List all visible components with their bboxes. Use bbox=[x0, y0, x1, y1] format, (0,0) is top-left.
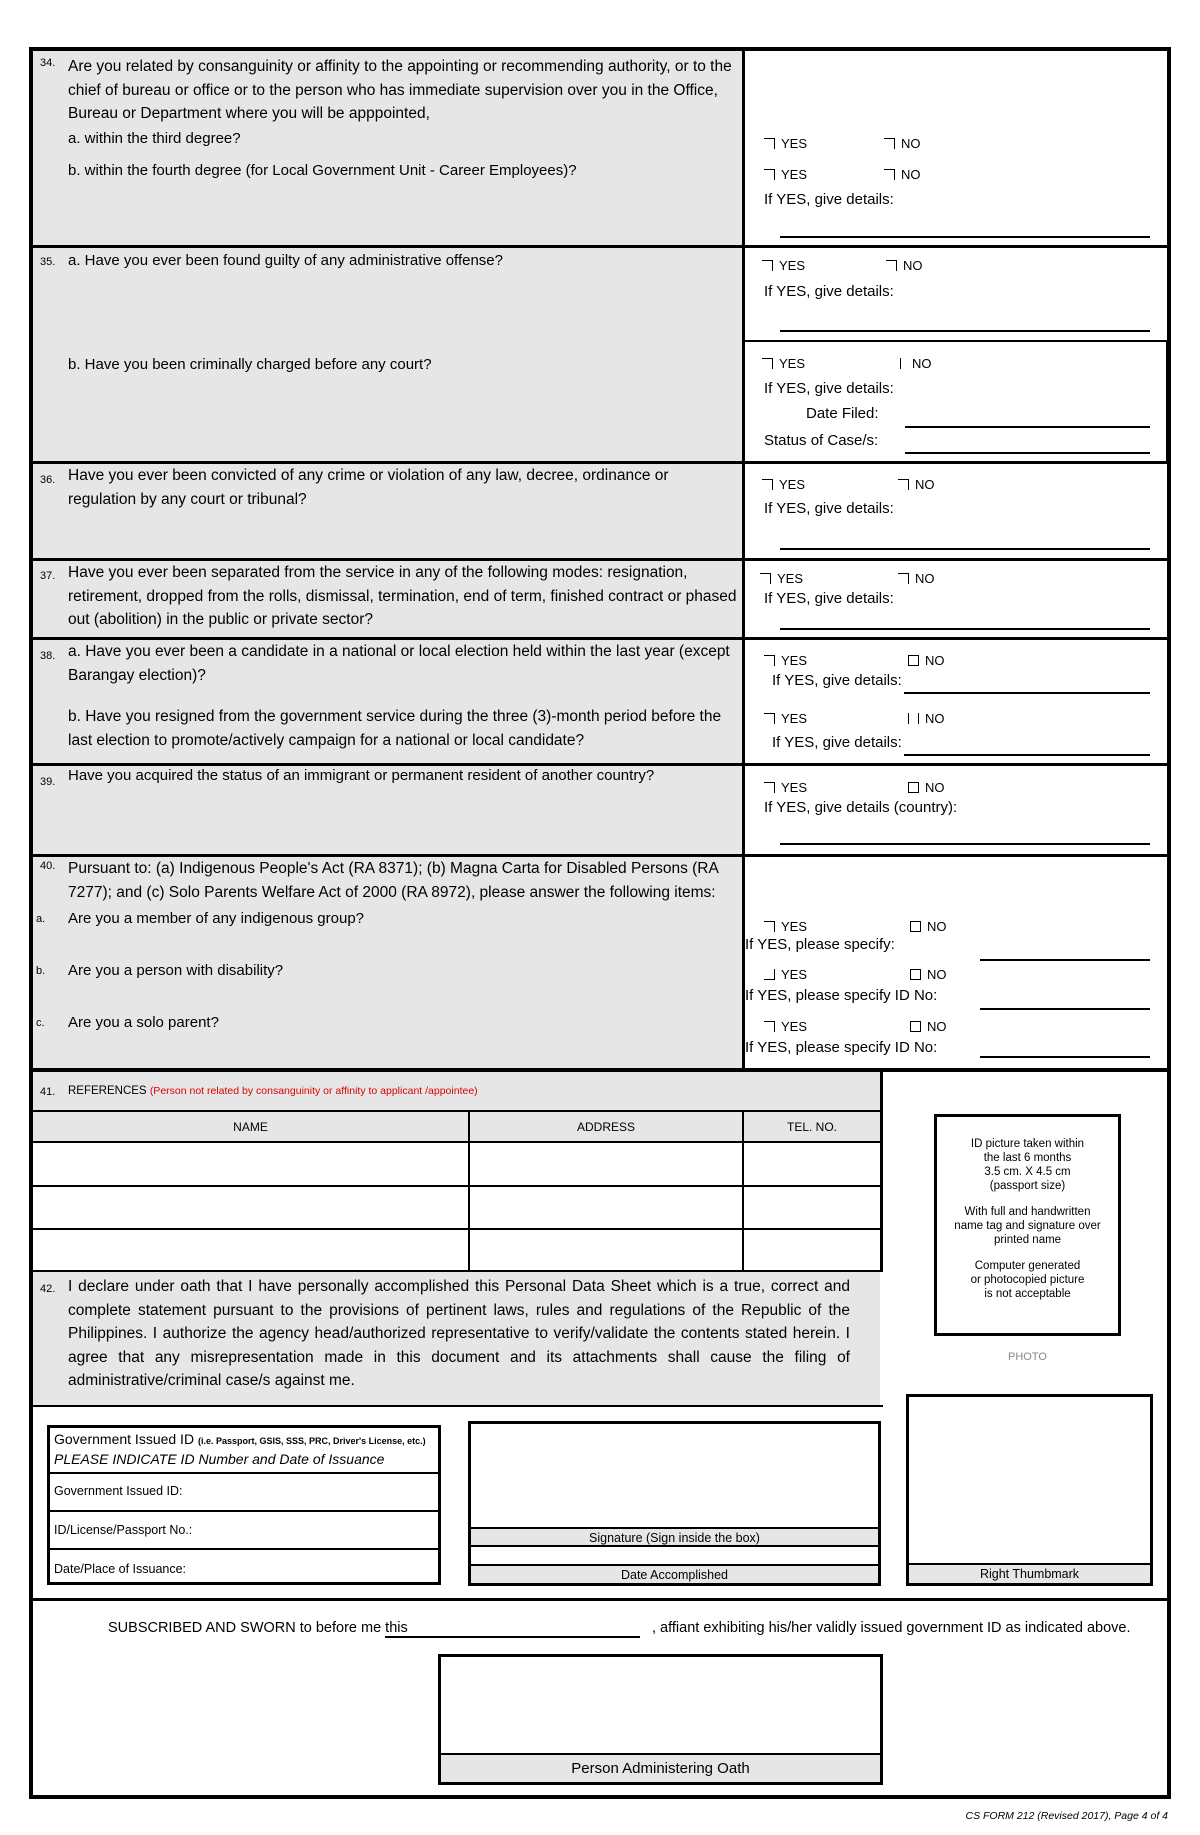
photo-instruction-9: or photocopied picture bbox=[970, 1274, 1085, 1286]
checkbox-icon bbox=[900, 358, 906, 369]
checkbox-icon bbox=[764, 655, 775, 666]
references-note: (Person not related by consanguinity or affinity to applicant /appointee) bbox=[149, 1085, 478, 1097]
q38-number: 38. bbox=[40, 650, 56, 662]
q40b-letter: b. bbox=[36, 965, 46, 977]
photo-instruction-1: ID picture taken within bbox=[970, 1138, 1085, 1150]
q39-number: 39. bbox=[40, 776, 56, 788]
checkbox-icon bbox=[910, 969, 921, 980]
q38b-no-option[interactable] bbox=[908, 711, 945, 726]
q39-yes-option[interactable] bbox=[764, 780, 807, 795]
q39-text: Have you acquired the status of an immigrant or permanent resident of another country? bbox=[68, 767, 655, 784]
q35a-yes-option[interactable] bbox=[762, 258, 805, 273]
case-status-field[interactable] bbox=[905, 452, 1150, 454]
checkbox-icon bbox=[762, 479, 773, 490]
checkbox-icon bbox=[886, 260, 897, 271]
yes-label: YES bbox=[781, 919, 808, 934]
q34b-no-option[interactable] bbox=[884, 167, 921, 182]
photo-instruction-4: (passport size) bbox=[989, 1180, 1066, 1192]
photo-instruction-5: With full and handwritten bbox=[964, 1206, 1091, 1218]
checkbox-icon bbox=[762, 260, 773, 271]
q34a-no-option[interactable] bbox=[884, 136, 921, 151]
reference-3-name[interactable] bbox=[34, 1230, 468, 1270]
q37-text: Have you ever been separated from the service in any of the following modes: resignation, retirement, dropped from the rolls, dismissal, termination, end of term, finished contract or phased out (abolition) in the public or private sector? bbox=[68, 564, 737, 628]
photo-instruction-8: Computer generated bbox=[974, 1260, 1081, 1272]
q35b-yes-option[interactable] bbox=[762, 356, 805, 371]
yes-label: YES bbox=[781, 653, 808, 668]
q34a-yes-option[interactable] bbox=[764, 136, 807, 151]
q36-no-option[interactable] bbox=[898, 477, 935, 492]
gov-id-title bbox=[54, 1431, 426, 1447]
no-label: NO bbox=[901, 167, 921, 182]
q39-details-label: If YES, give details (country): bbox=[764, 799, 958, 816]
date-filed-label: Date Filed: bbox=[806, 405, 879, 422]
no-label: NO bbox=[925, 653, 945, 668]
q40b-specify-label: If YES, please specify ID No: bbox=[745, 987, 938, 1004]
q35a-no-option[interactable] bbox=[886, 258, 923, 273]
q40c-no-option[interactable] bbox=[910, 1019, 947, 1034]
no-label: NO bbox=[903, 258, 923, 273]
gov-id-label: Government Issued ID: bbox=[54, 1484, 183, 1498]
reference-1-name[interactable] bbox=[34, 1143, 468, 1185]
yes-label: YES bbox=[781, 711, 808, 726]
gov-id-field[interactable] bbox=[210, 1474, 435, 1510]
checkbox-icon bbox=[908, 655, 919, 666]
reference-1-address[interactable] bbox=[470, 1143, 742, 1185]
q40b-specify-field[interactable] bbox=[980, 1008, 1150, 1010]
q38b-text: b. Have you resigned from the government service during the three (3)-month period before the last election to promote/actively campaign for a national or local candidate? bbox=[68, 708, 722, 749]
q36-text: Have you ever been convicted of any crime or violation of any law, decree, ordinance or regulation by any court or tribunal? bbox=[68, 467, 669, 508]
q35a-details-label: If YES, give details: bbox=[764, 283, 894, 300]
q34a-text: a. within the third degree? bbox=[68, 130, 241, 147]
yes-label: YES bbox=[781, 780, 808, 795]
yes-label: YES bbox=[779, 477, 806, 492]
id-number-label: ID/License/Passport No.: bbox=[54, 1523, 193, 1537]
date-accomplished-field[interactable] bbox=[471, 1548, 878, 1564]
q35a-details-field[interactable] bbox=[780, 330, 1150, 332]
q40a-yes-option[interactable] bbox=[764, 919, 807, 934]
q38a-details-label: If YES, give details: bbox=[772, 672, 902, 689]
checkbox-icon bbox=[764, 969, 775, 980]
no-label: NO bbox=[915, 571, 935, 586]
yes-label: YES bbox=[779, 356, 806, 371]
id-number-field[interactable] bbox=[210, 1512, 435, 1548]
gov-id-box bbox=[47, 1425, 441, 1585]
issuance-label: Date/Place of Issuance: bbox=[54, 1562, 187, 1576]
references-label: REFERENCES bbox=[68, 1085, 147, 1097]
oath-text-end: , affiant exhibiting his/her validly issued government ID as indicated above. bbox=[652, 1620, 1131, 1636]
column-name: NAME bbox=[233, 1120, 268, 1134]
q40-number: 40. bbox=[40, 860, 56, 872]
q38b-yes-option[interactable] bbox=[764, 711, 807, 726]
checkbox-icon bbox=[764, 169, 775, 180]
q40c-yes-option[interactable] bbox=[764, 1019, 807, 1034]
q36-details-label: If YES, give details: bbox=[764, 500, 894, 517]
yes-label: YES bbox=[781, 967, 808, 982]
q37-yes-option[interactable] bbox=[760, 571, 803, 586]
q36-number: 36. bbox=[40, 474, 56, 486]
no-label: NO bbox=[927, 919, 947, 934]
photo-instruction-3: 3.5 cm. X 4.5 cm bbox=[984, 1166, 1071, 1178]
checkbox-icon bbox=[910, 921, 921, 932]
case-status-label: Status of Case/s: bbox=[764, 432, 879, 449]
no-label: NO bbox=[927, 967, 947, 982]
person-administering-oath-label: Person Administering Oath bbox=[441, 1753, 880, 1782]
yes-label: YES bbox=[779, 258, 806, 273]
checkbox-icon bbox=[764, 921, 775, 932]
oath-date-field[interactable] bbox=[385, 1636, 640, 1638]
reference-2-name[interactable] bbox=[34, 1187, 468, 1228]
no-label: NO bbox=[925, 780, 945, 795]
q38b-details-label: If YES, give details: bbox=[772, 734, 902, 751]
reference-1-tel[interactable] bbox=[744, 1143, 880, 1185]
q40b-text: Are you a person with disability? bbox=[68, 962, 284, 979]
no-label: NO bbox=[927, 1019, 947, 1034]
no-label: NO bbox=[912, 356, 932, 371]
q40b-no-option[interactable] bbox=[910, 967, 947, 982]
q39-details-field[interactable] bbox=[780, 843, 1150, 845]
checkbox-icon bbox=[764, 713, 775, 724]
photo-box[interactable] bbox=[934, 1114, 1121, 1336]
photo-caption: PHOTO bbox=[1008, 1351, 1047, 1363]
issuance-field[interactable] bbox=[210, 1550, 435, 1584]
reference-3-tel[interactable] bbox=[744, 1230, 880, 1270]
q37-details-label: If YES, give details: bbox=[764, 590, 894, 607]
checkbox-icon bbox=[764, 782, 775, 793]
q41-number: 41. bbox=[40, 1086, 56, 1098]
q35b-details-label: If YES, give details: bbox=[764, 380, 894, 397]
q40a-no-option[interactable] bbox=[910, 919, 947, 934]
signature-label: Signature (Sign inside the box) bbox=[471, 1527, 878, 1547]
checkbox-icon bbox=[908, 782, 919, 793]
checkbox-icon bbox=[764, 1021, 775, 1032]
checkbox-icon bbox=[764, 138, 775, 149]
q35b-right-border bbox=[1166, 341, 1168, 461]
q40c-specify-label: If YES, please specify ID No: bbox=[745, 1039, 938, 1056]
date-accomplished-label: Date Accomplished bbox=[471, 1564, 878, 1583]
thumbmark-box[interactable] bbox=[906, 1394, 1153, 1586]
q39-no-option[interactable] bbox=[908, 780, 945, 795]
q35-bg bbox=[33, 247, 742, 461]
date-filed-field[interactable] bbox=[905, 426, 1150, 428]
q40a-specify-field[interactable] bbox=[980, 959, 1150, 961]
yes-label: YES bbox=[781, 167, 808, 182]
checkbox-icon bbox=[908, 713, 919, 724]
q42-declaration: I declare under oath that I have personally accomplished this Personal Data Sheet which is a true, correct and complete statement pursuant to the provisions of pertinent laws, rules and regulations of the Republic of the Philippines. I authorize the agency head/authorized representative to verify/validate the contents stated herein. I agree that any misrepresentation made in this document and its attachments shall cause the filing of administrative/criminal case/s against me. bbox=[68, 1278, 850, 1389]
q34-details-label: If YES, give details: bbox=[764, 191, 894, 208]
checkbox-icon bbox=[884, 138, 895, 149]
q40a-specify-label: If YES, please specify: bbox=[745, 936, 895, 953]
q42-number: 42. bbox=[40, 1283, 56, 1295]
checkbox-icon bbox=[898, 573, 909, 584]
q38a-details-field[interactable] bbox=[904, 692, 1150, 694]
q40b-yes-option[interactable] bbox=[764, 967, 807, 982]
photo-instruction-10: is not acceptable bbox=[984, 1288, 1071, 1300]
q35a-text: a. Have you ever been found guilty of any administrative offense? bbox=[68, 252, 503, 269]
no-label: NO bbox=[925, 711, 945, 726]
no-label: NO bbox=[915, 477, 935, 492]
q40c-specify-field[interactable] bbox=[980, 1056, 1150, 1058]
q40a-letter: a. bbox=[36, 913, 46, 925]
q38a-no-option[interactable] bbox=[908, 653, 945, 668]
oath-box[interactable] bbox=[438, 1654, 883, 1785]
q35b-text: b. Have you been criminally charged before any court? bbox=[68, 356, 432, 373]
q35-number: 35. bbox=[40, 256, 56, 268]
yes-label: YES bbox=[781, 1019, 808, 1034]
checkbox-icon bbox=[898, 479, 909, 490]
reference-2-address[interactable] bbox=[470, 1187, 742, 1228]
column-address: ADDRESS bbox=[576, 1120, 635, 1134]
checkbox-icon bbox=[762, 358, 773, 369]
q38a-text: a. Have you ever been a candidate in a national or local election held within the last year (except Barangay election)? bbox=[68, 643, 730, 684]
q34b-text: b. within the fourth degree (for Local Government Unit - Career Employees)? bbox=[68, 162, 577, 179]
references-right-border bbox=[880, 1072, 883, 1272]
photo-instruction-2: the last 6 months bbox=[983, 1152, 1072, 1164]
q37-no-option[interactable] bbox=[898, 571, 935, 586]
reference-3-address[interactable] bbox=[470, 1230, 742, 1270]
gov-id-title-note: (i.e. Passport, GSIS, SSS, PRC, Driver's License, etc.) bbox=[197, 1436, 426, 1446]
photo-instruction-7: printed name bbox=[993, 1234, 1062, 1246]
q34-details-field[interactable] bbox=[780, 236, 1150, 238]
q37-number: 37. bbox=[40, 570, 56, 582]
q40c-text: Are you a solo parent? bbox=[68, 1014, 219, 1031]
yes-label: YES bbox=[781, 136, 808, 151]
q36-yes-option[interactable] bbox=[762, 477, 805, 492]
q40c-letter: c. bbox=[36, 1017, 45, 1029]
photo-instruction-6: name tag and signature over bbox=[954, 1220, 1101, 1232]
q40-text: Pursuant to: (a) Indigenous People's Act (RA 8371); (b) Magna Carta for Disabled Persons (RA 7277); and (c) Solo Parents Welfare Act of 2000 (RA 8972), please answer the following items: bbox=[68, 860, 718, 901]
references-title bbox=[68, 1085, 478, 1097]
yes-label: YES bbox=[777, 571, 804, 586]
gov-id-subtitle: PLEASE INDICATE ID Number and Date of Issuance bbox=[54, 1451, 385, 1467]
no-label: NO bbox=[901, 136, 921, 151]
q35b-no-option[interactable] bbox=[900, 356, 932, 371]
checkbox-icon bbox=[884, 169, 895, 180]
thumbmark-label: Right Thumbmark bbox=[909, 1563, 1150, 1583]
gov-id-title-text: Government Issued ID bbox=[54, 1431, 195, 1447]
q40a-text: Are you a member of any indigenous group? bbox=[68, 910, 365, 927]
column-tel: TEL. NO. bbox=[786, 1120, 837, 1134]
reference-2-tel[interactable] bbox=[744, 1187, 880, 1228]
checkbox-icon bbox=[910, 1021, 921, 1032]
q37-details-field[interactable] bbox=[780, 628, 1150, 630]
checkbox-icon bbox=[760, 573, 771, 584]
oath-text-start: SUBSCRIBED AND SWORN to before me this bbox=[108, 1620, 408, 1636]
q36-details-field[interactable] bbox=[780, 548, 1150, 550]
q38b-details-field[interactable] bbox=[904, 754, 1150, 756]
q34-number: 34. bbox=[40, 57, 56, 69]
form-footer: CS FORM 212 (Revised 2017), Page 4 of 4 bbox=[965, 1810, 1168, 1822]
q38a-yes-option[interactable] bbox=[764, 653, 807, 668]
q34-text: Are you related by consanguinity or affinity to the appointing or recommending authority, or to the chief of bureau or office or to the person who has immediate supervision over you in the Office, Bureau or Department where you will be apppointed, bbox=[68, 58, 732, 122]
q34b-yes-option[interactable] bbox=[764, 167, 807, 182]
